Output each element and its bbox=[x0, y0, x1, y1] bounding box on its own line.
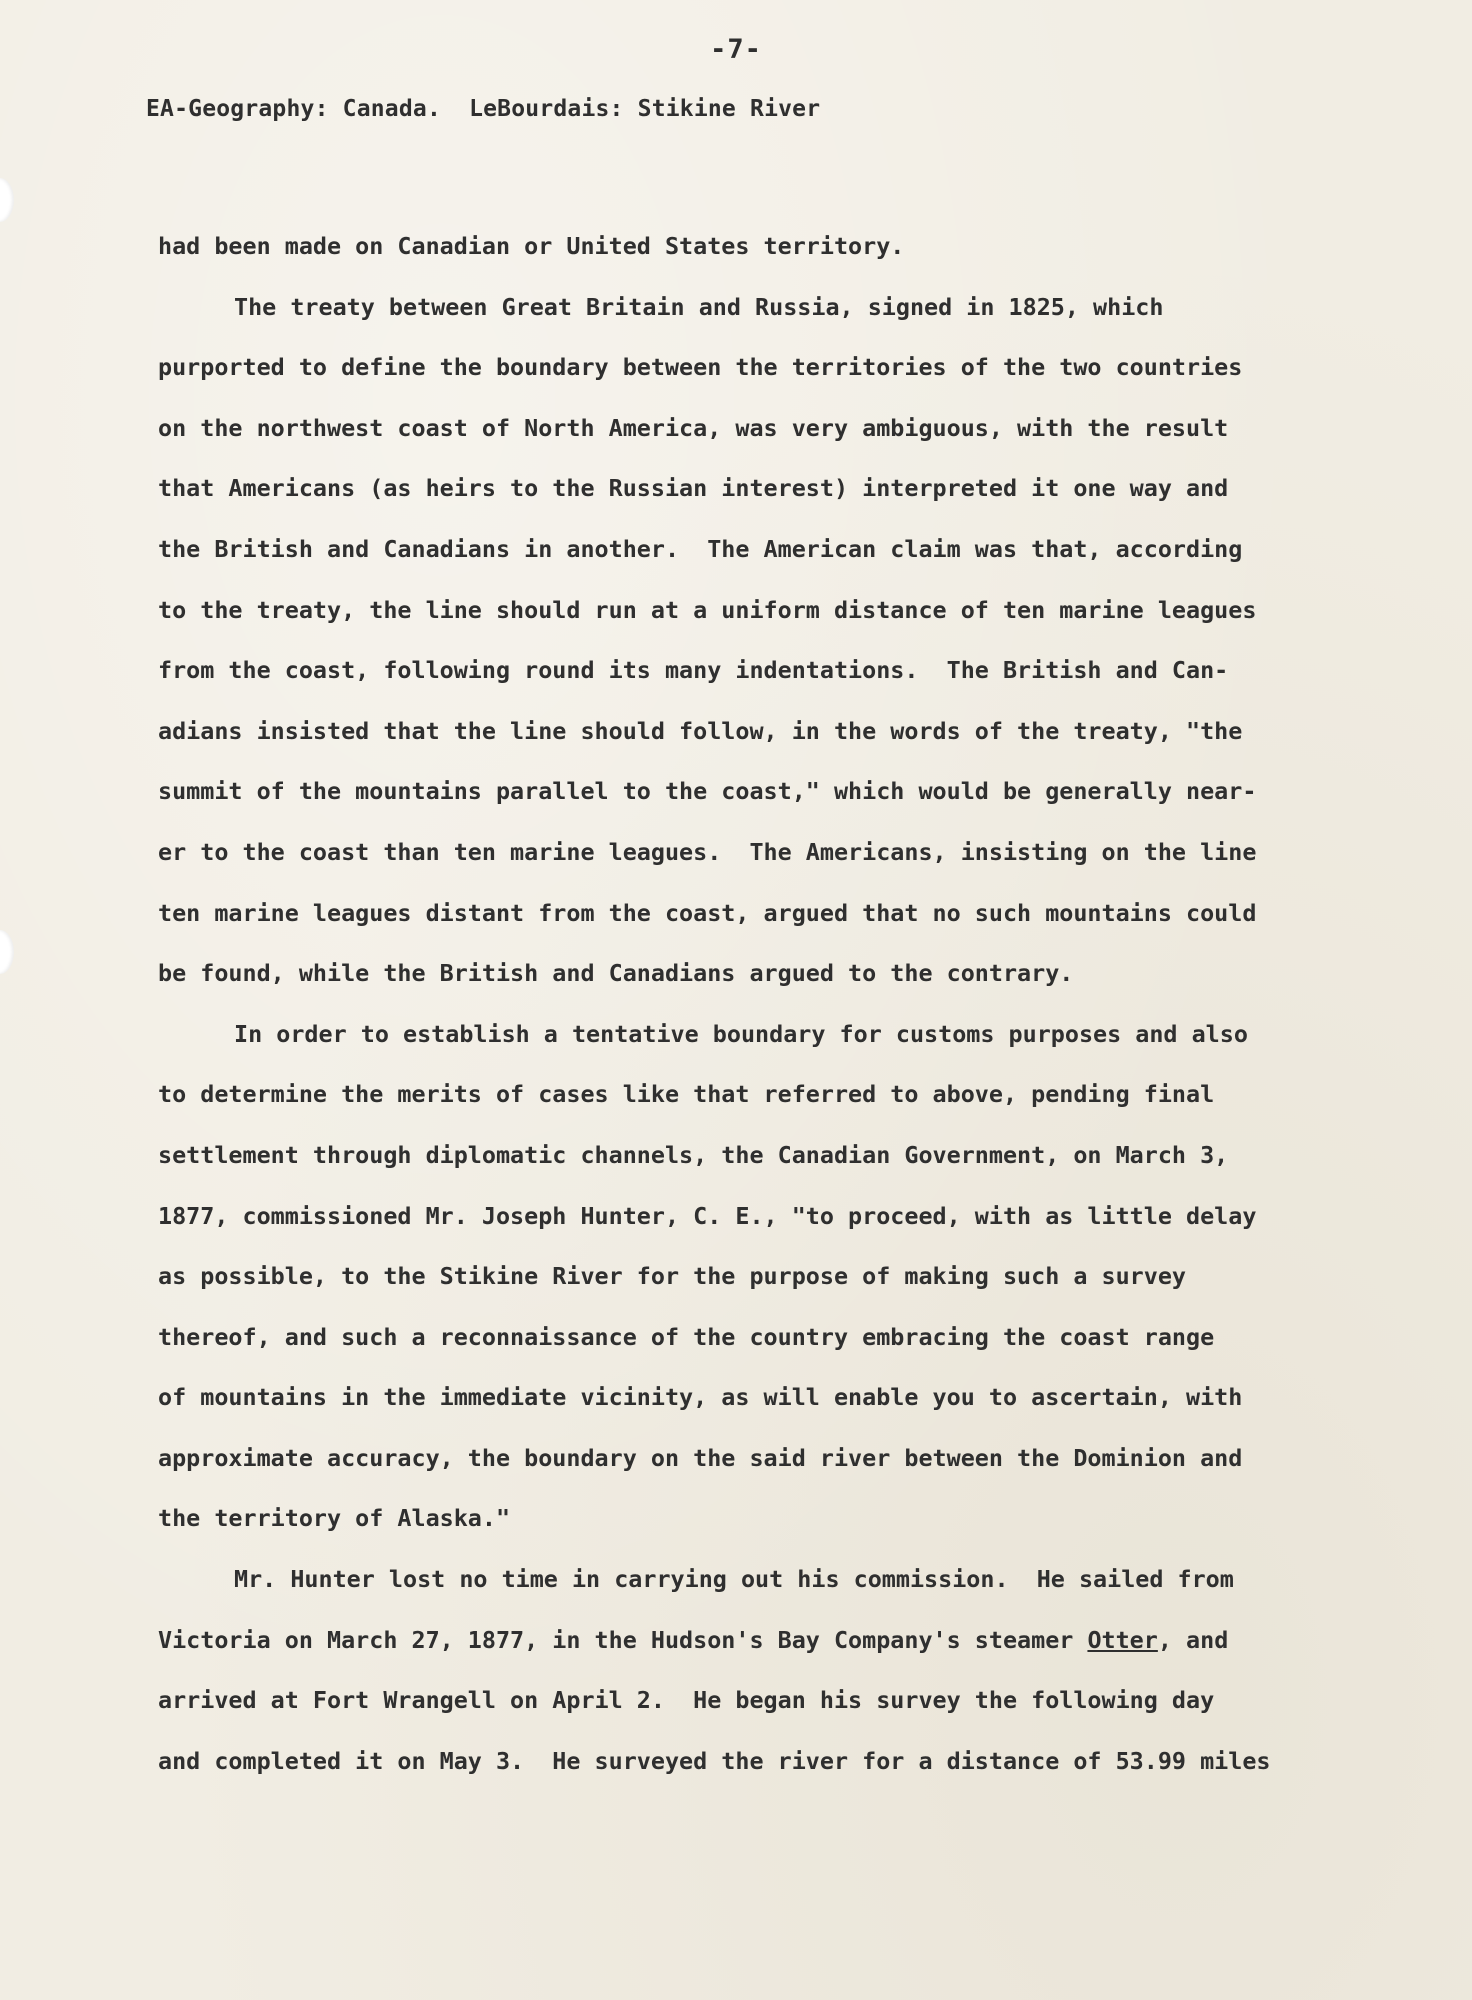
text-segment: Victoria on March 27, 1877, in the Hudson's Bay Company's steamer bbox=[158, 1625, 1088, 1654]
text-line: to determine the merits of cases like that referred to above, pending final bbox=[158, 1080, 1215, 1109]
text-line: on the northwest coast of North America, was very ambiguous, with the result bbox=[158, 413, 1229, 442]
running-head: EA-Geography: Canada. LeBourdais: Stikine River bbox=[146, 96, 821, 122]
text-line: In order to establish a tentative boundary for customs purposes and also bbox=[234, 1019, 1248, 1048]
text-line: Mr. Hunter lost no time in carrying out his commission. He sailed from bbox=[234, 1565, 1234, 1594]
text-line: purported to define the boundary between the territories of the two countries bbox=[158, 353, 1243, 382]
text-line: had been made on Canadian or United States territory. bbox=[158, 232, 905, 260]
body-text bbox=[158, 216, 1342, 1791]
text-segment: , and bbox=[1157, 1625, 1229, 1654]
binder-hole-top bbox=[0, 178, 14, 222]
text-line: arrived at Fort Wrangell on April 2. He began his survey the following day bbox=[158, 1686, 1215, 1715]
text-line: that Americans (as heirs to the Russian interest) interpreted it one way and bbox=[158, 474, 1229, 503]
text-line: the British and Canadians in another. The American claim was that, according bbox=[158, 534, 1243, 563]
text-line: be found, while the British and Canadians argued to the contrary. bbox=[158, 959, 1074, 988]
text-line: the territory of Alaska." bbox=[158, 1504, 511, 1533]
text-line: er to the coast than ten marine leagues. The Americans, insisting on the line bbox=[158, 837, 1257, 866]
text-line: and completed it on May 3. He surveyed the river for a distance of 53.99 miles bbox=[158, 1746, 1271, 1775]
text-line: from the coast, following round its many indentations. The British and Can- bbox=[158, 656, 1229, 685]
text-line: of mountains in the immediate vicinity, as will enable you to ascertain, with bbox=[158, 1383, 1243, 1412]
text-line: to the treaty, the line should run at a uniform distance of ten marine leagues bbox=[158, 595, 1257, 624]
page-number: -7- bbox=[710, 34, 762, 65]
text-line: The treaty between Great Britain and Russia, signed in 1825, which bbox=[234, 292, 1164, 321]
text-line: thereof, and such a reconnaissance of the country embracing the coast range bbox=[158, 1322, 1215, 1351]
text-line: approximate accuracy, the boundary on the said river between the Dominion and bbox=[158, 1443, 1243, 1472]
text-line bbox=[158, 1610, 1342, 1671]
text-line: as possible, to the Stikine River for the purpose of making such a survey bbox=[158, 1262, 1187, 1291]
text-line: 1877, commissioned Mr. Joseph Hunter, C. E., "to proceed, with as little delay bbox=[158, 1201, 1257, 1230]
text-line: summit of the mountains parallel to the coast," which would be generally near- bbox=[158, 777, 1257, 806]
binder-hole-middle bbox=[0, 930, 14, 974]
ship-name: Otter bbox=[1087, 1625, 1158, 1654]
text-line: adians insisted that the line should follow, in the words of the treaty, "the bbox=[158, 716, 1243, 745]
text-line: settlement through diplomatic channels, the Canadian Government, on March 3, bbox=[158, 1140, 1229, 1169]
text-line: ten marine leagues distant from the coast, argued that no such mountains could bbox=[158, 898, 1257, 927]
